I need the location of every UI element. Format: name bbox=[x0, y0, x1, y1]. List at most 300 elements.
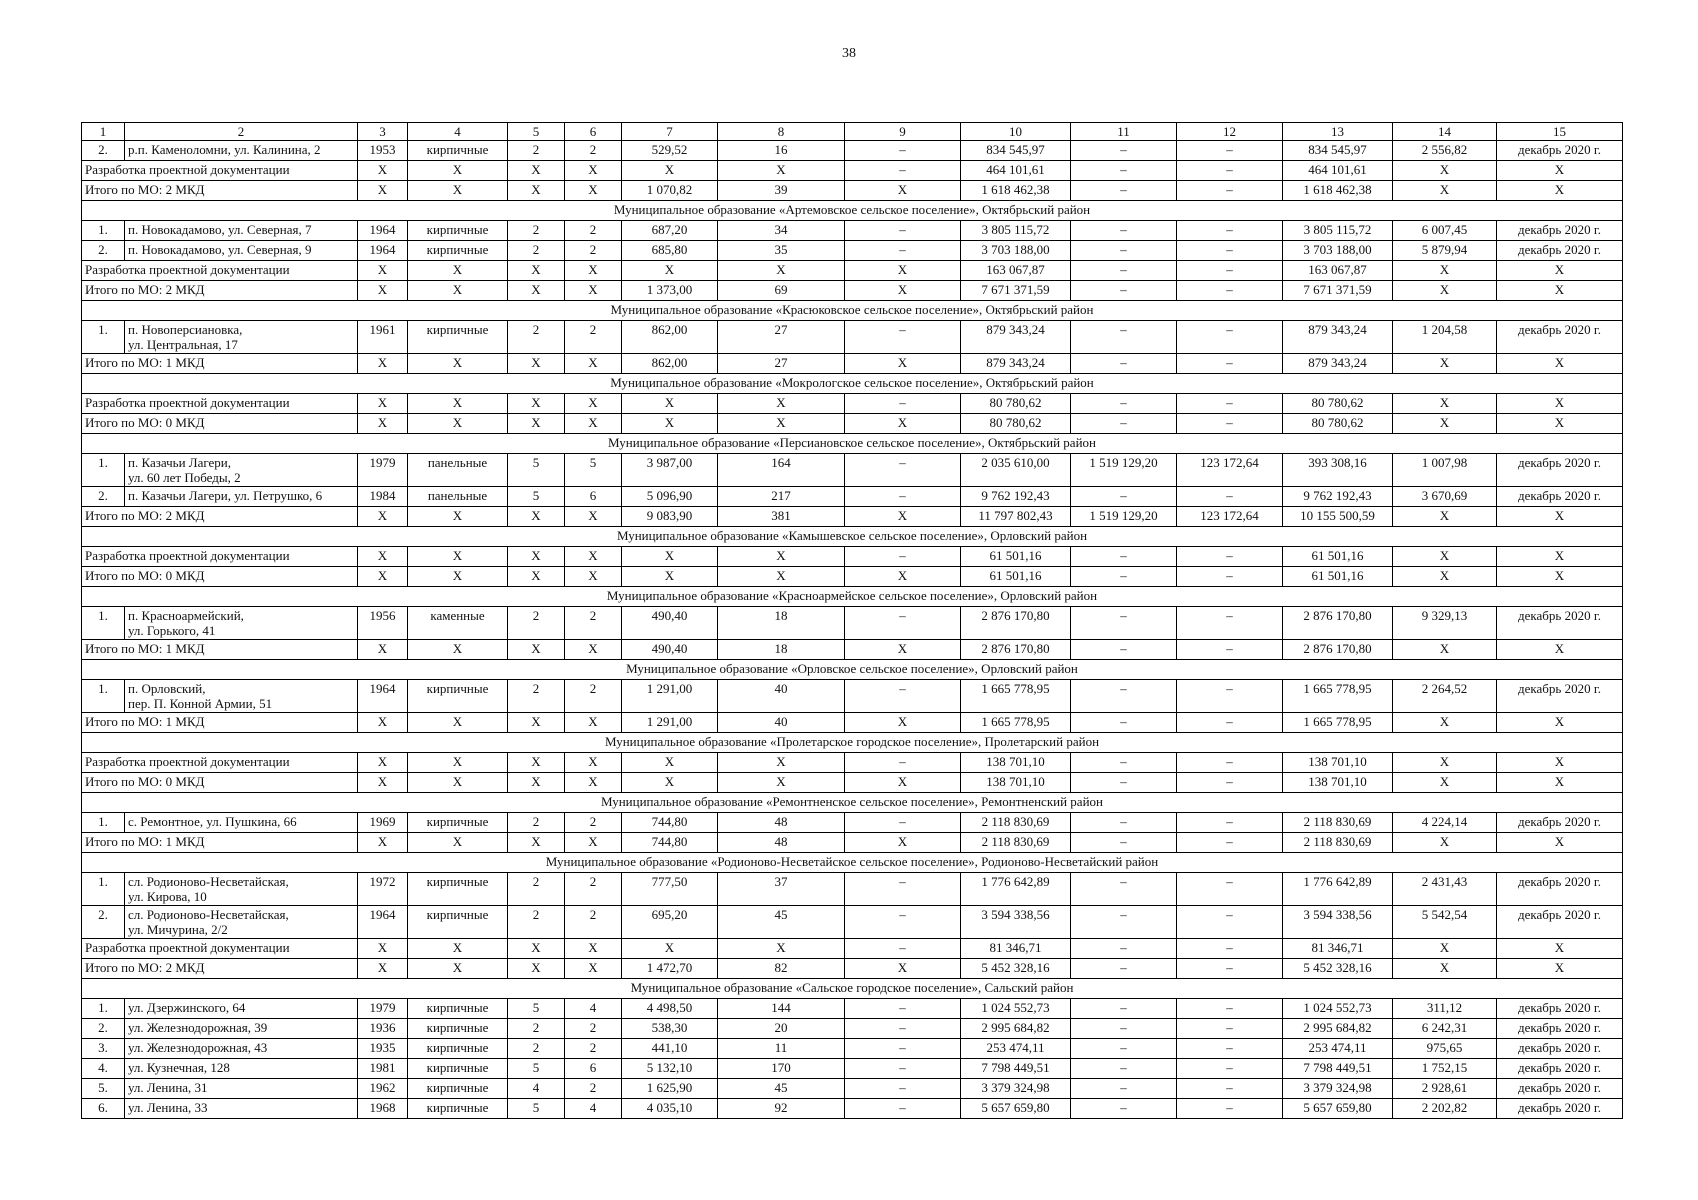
table-cell: X bbox=[408, 507, 508, 527]
table-cell: – bbox=[845, 607, 961, 640]
table-cell: 92 bbox=[718, 1099, 845, 1119]
table-cell: – bbox=[1071, 261, 1177, 281]
table-cell: X bbox=[508, 161, 565, 181]
column-number-cell: 12 bbox=[1177, 123, 1283, 141]
table-cell: 45 bbox=[718, 906, 845, 939]
column-number-cell: 2 bbox=[125, 123, 358, 141]
table-cell: 5 132,10 bbox=[622, 1059, 718, 1079]
table-cell: 10 155 500,59 bbox=[1283, 507, 1393, 527]
table-cell: 11 bbox=[718, 1039, 845, 1059]
table-cell: 3 379 324,98 bbox=[1283, 1079, 1393, 1099]
table-cell: 9 083,90 bbox=[622, 507, 718, 527]
table-cell: декабрь 2020 г. bbox=[1497, 1099, 1623, 1119]
table-cell: X bbox=[508, 547, 565, 567]
table-cell: 744,80 bbox=[622, 833, 718, 853]
table-cell: 685,80 bbox=[622, 241, 718, 261]
table-cell: 1964 bbox=[358, 906, 408, 939]
table-cell: X bbox=[508, 753, 565, 773]
table-cell: X bbox=[508, 261, 565, 281]
table-cell: X bbox=[1497, 773, 1623, 793]
table-cell: 27 bbox=[718, 321, 845, 354]
table-cell: 1. bbox=[82, 454, 125, 487]
building-row bbox=[82, 999, 1623, 1019]
column-number-cell: 4 bbox=[408, 123, 508, 141]
table-cell: 3 703 188,00 bbox=[961, 241, 1071, 261]
table-cell: X bbox=[1393, 181, 1497, 201]
table-cell: X bbox=[358, 640, 408, 660]
table-cell: 744,80 bbox=[622, 813, 718, 833]
address-cell: р.п. Каменоломни, ул. Калинина, 2 bbox=[125, 141, 358, 161]
table-cell: – bbox=[845, 873, 961, 906]
building-row bbox=[82, 906, 1623, 939]
table-cell: 1 618 462,38 bbox=[1283, 181, 1393, 201]
summary-row bbox=[82, 547, 1623, 567]
table-cell: – bbox=[1177, 773, 1283, 793]
table-cell: 1 665 778,95 bbox=[961, 680, 1071, 713]
section-header-row bbox=[82, 301, 1623, 321]
table-cell: X bbox=[718, 773, 845, 793]
table-cell: каменные bbox=[408, 607, 508, 640]
table-cell: – bbox=[1071, 161, 1177, 181]
municipality-name: Муниципальное образование «Красюковское сельское поселение», Октябрьский район bbox=[82, 301, 1623, 321]
table-cell: – bbox=[845, 1099, 961, 1119]
table-cell: кирпичные bbox=[408, 1019, 508, 1039]
table-cell: – bbox=[1071, 1019, 1177, 1039]
table-cell: – bbox=[1177, 261, 1283, 281]
address-cell: ул. Ленина, 31 bbox=[125, 1079, 358, 1099]
building-row bbox=[82, 1079, 1623, 1099]
building-row bbox=[82, 321, 1623, 354]
municipality-name: Муниципальное образование «Родионово-Несветайское сельское поселение», Родионово-Несветайский район bbox=[82, 853, 1623, 873]
table-cell: X bbox=[718, 394, 845, 414]
section-header-row bbox=[82, 660, 1623, 680]
table-cell: – bbox=[1071, 1099, 1177, 1119]
table-cell: 1 472,70 bbox=[622, 959, 718, 979]
table-cell: X bbox=[845, 773, 961, 793]
table-cell: 1962 bbox=[358, 1079, 408, 1099]
table-cell: 3 670,69 bbox=[1393, 487, 1497, 507]
table-cell: – bbox=[845, 999, 961, 1019]
table-cell: X bbox=[565, 547, 622, 567]
column-number-cell: 7 bbox=[622, 123, 718, 141]
table-cell: кирпичные bbox=[408, 999, 508, 1019]
table-cell: 5 bbox=[508, 454, 565, 487]
table-cell: X bbox=[408, 713, 508, 733]
table-cell: 2. bbox=[82, 487, 125, 507]
table-cell: 3. bbox=[82, 1039, 125, 1059]
table-cell: – bbox=[845, 906, 961, 939]
table-cell: X bbox=[845, 261, 961, 281]
table-cell: X bbox=[1497, 161, 1623, 181]
table-cell: 2 bbox=[508, 813, 565, 833]
table-cell: X bbox=[565, 507, 622, 527]
table-cell: 1936 bbox=[358, 1019, 408, 1039]
table-cell: 1 070,82 bbox=[622, 181, 718, 201]
table-cell: 464 101,61 bbox=[1283, 161, 1393, 181]
summary-label: Итого по МО: 1 МКД bbox=[82, 833, 358, 853]
table-cell: – bbox=[1071, 241, 1177, 261]
table-cell: 4. bbox=[82, 1059, 125, 1079]
table-cell: 1. bbox=[82, 873, 125, 906]
table-cell: X bbox=[845, 414, 961, 434]
column-number-cell: 1 bbox=[82, 123, 125, 141]
table-cell: 1 665 778,95 bbox=[1283, 713, 1393, 733]
table-cell: – bbox=[1177, 713, 1283, 733]
summary-label: Итого по МО: 2 МКД bbox=[82, 959, 358, 979]
table-cell: 6 007,45 bbox=[1393, 221, 1497, 241]
table-cell: X bbox=[845, 713, 961, 733]
table-cell: – bbox=[1071, 141, 1177, 161]
table-cell: 1. bbox=[82, 680, 125, 713]
municipality-name: Муниципальное образование «Мокрологское сельское поселение», Октябрьский район bbox=[82, 374, 1623, 394]
table-cell: 40 bbox=[718, 680, 845, 713]
summary-row bbox=[82, 713, 1623, 733]
table-cell: – bbox=[1177, 354, 1283, 374]
table-cell: 1969 bbox=[358, 813, 408, 833]
summary-label: Разработка проектной документации bbox=[82, 261, 358, 281]
table-cell: 27 bbox=[718, 354, 845, 374]
table-cell: – bbox=[1071, 607, 1177, 640]
table-cell: – bbox=[1071, 567, 1177, 587]
building-row bbox=[82, 1099, 1623, 1119]
table-cell: X bbox=[408, 753, 508, 773]
table-cell: 1 024 552,73 bbox=[961, 999, 1071, 1019]
table-cell: X bbox=[565, 181, 622, 201]
address-cell: сл. Родионово-Несветайская, ул. Кирова, 10 bbox=[125, 873, 358, 906]
table-cell: X bbox=[718, 939, 845, 959]
table-cell: панельные bbox=[408, 454, 508, 487]
column-number-cell: 10 bbox=[961, 123, 1071, 141]
table-cell: X bbox=[1393, 713, 1497, 733]
table-cell: X bbox=[845, 281, 961, 301]
table-cell: X bbox=[622, 414, 718, 434]
table-cell: 4 bbox=[565, 999, 622, 1019]
table-cell: 2 bbox=[508, 906, 565, 939]
column-number-cell: 15 bbox=[1497, 123, 1623, 141]
table-cell: кирпичные bbox=[408, 1039, 508, 1059]
table-cell: X bbox=[408, 773, 508, 793]
table-cell: кирпичные bbox=[408, 321, 508, 354]
table-cell: 1 776 642,89 bbox=[1283, 873, 1393, 906]
address-cell: п. Новокадамово, ул. Северная, 7 bbox=[125, 221, 358, 241]
repair-schedule-table bbox=[81, 122, 1623, 1119]
table-cell: – bbox=[1177, 181, 1283, 201]
table-cell: X bbox=[565, 161, 622, 181]
building-row bbox=[82, 487, 1623, 507]
table-cell: – bbox=[1071, 753, 1177, 773]
summary-row bbox=[82, 414, 1623, 434]
table-cell: 6 242,31 bbox=[1393, 1019, 1497, 1039]
table-cell: X bbox=[845, 640, 961, 660]
table-cell: – bbox=[1177, 414, 1283, 434]
table-cell: X bbox=[1497, 753, 1623, 773]
table-cell: декабрь 2020 г. bbox=[1497, 487, 1623, 507]
table-cell: 2 bbox=[508, 1039, 565, 1059]
table-cell: X bbox=[565, 833, 622, 853]
table-cell: 490,40 bbox=[622, 607, 718, 640]
table-cell: 2 118 830,69 bbox=[961, 833, 1071, 853]
table-cell: – bbox=[845, 753, 961, 773]
table-cell: 1968 bbox=[358, 1099, 408, 1119]
table-cell: 1964 bbox=[358, 680, 408, 713]
table-cell: – bbox=[845, 221, 961, 241]
column-number-cell: 6 bbox=[565, 123, 622, 141]
table-cell: 80 780,62 bbox=[1283, 394, 1393, 414]
address-cell: п. Красноармейский, ул. Горького, 41 bbox=[125, 607, 358, 640]
table-cell: 2 bbox=[565, 680, 622, 713]
section-header-row bbox=[82, 374, 1623, 394]
table-cell: X bbox=[565, 713, 622, 733]
table-cell: 879 343,24 bbox=[1283, 321, 1393, 354]
table-cell: X bbox=[358, 161, 408, 181]
table-cell: 253 474,11 bbox=[961, 1039, 1071, 1059]
table-cell: декабрь 2020 г. bbox=[1497, 680, 1623, 713]
address-cell: п. Казачьи Лагери, ул. 60 лет Победы, 2 bbox=[125, 454, 358, 487]
table-cell: X bbox=[622, 547, 718, 567]
table-cell: 6. bbox=[82, 1099, 125, 1119]
table-cell: – bbox=[1177, 1079, 1283, 1099]
summary-row bbox=[82, 567, 1623, 587]
table-cell: 1 291,00 bbox=[622, 680, 718, 713]
summary-label: Разработка проектной документации bbox=[82, 161, 358, 181]
summary-row bbox=[82, 507, 1623, 527]
summary-row bbox=[82, 394, 1623, 414]
table-cell: 1979 bbox=[358, 454, 408, 487]
building-row bbox=[82, 1019, 1623, 1039]
summary-row bbox=[82, 773, 1623, 793]
table-cell: 61 501,16 bbox=[1283, 547, 1393, 567]
table-cell: декабрь 2020 г. bbox=[1497, 141, 1623, 161]
table-cell: 2 bbox=[508, 873, 565, 906]
building-row bbox=[82, 241, 1623, 261]
table-cell: 4 bbox=[565, 1099, 622, 1119]
table-cell: 5 096,90 bbox=[622, 487, 718, 507]
table-cell: X bbox=[845, 567, 961, 587]
table-cell: 7 671 371,59 bbox=[961, 281, 1071, 301]
table-cell: 2 bbox=[565, 321, 622, 354]
table-cell: X bbox=[1393, 161, 1497, 181]
table-cell: X bbox=[358, 181, 408, 201]
table-cell: – bbox=[1177, 813, 1283, 833]
table-cell: – bbox=[1071, 959, 1177, 979]
table-cell: 2 556,82 bbox=[1393, 141, 1497, 161]
table-cell: – bbox=[1177, 281, 1283, 301]
table-cell: 1935 bbox=[358, 1039, 408, 1059]
table-cell: 5 bbox=[508, 1059, 565, 1079]
table-cell: 1953 bbox=[358, 141, 408, 161]
table-cell: X bbox=[622, 753, 718, 773]
table-cell: 2 bbox=[508, 1019, 565, 1039]
building-row bbox=[82, 141, 1623, 161]
table-cell: 1 373,00 bbox=[622, 281, 718, 301]
table-cell: X bbox=[718, 753, 845, 773]
table-cell: 5 542,54 bbox=[1393, 906, 1497, 939]
table-cell: – bbox=[1177, 1019, 1283, 1039]
table-cell: 1 665 778,95 bbox=[961, 713, 1071, 733]
table-cell: X bbox=[508, 354, 565, 374]
table-cell: X bbox=[1497, 281, 1623, 301]
table-cell: декабрь 2020 г. bbox=[1497, 607, 1623, 640]
table-cell: кирпичные bbox=[408, 1079, 508, 1099]
table-cell: 9 329,13 bbox=[1393, 607, 1497, 640]
table-cell: – bbox=[1071, 713, 1177, 733]
summary-label: Разработка проектной документации bbox=[82, 753, 358, 773]
table-cell: X bbox=[408, 567, 508, 587]
table-cell: 11 797 802,43 bbox=[961, 507, 1071, 527]
table-cell: 2 995 684,82 bbox=[961, 1019, 1071, 1039]
table-cell: 2 876 170,80 bbox=[1283, 607, 1393, 640]
table-cell: 2 bbox=[565, 1019, 622, 1039]
summary-label: Итого по МО: 1 МКД bbox=[82, 713, 358, 733]
section-header-row bbox=[82, 979, 1623, 999]
table-cell: 1. bbox=[82, 999, 125, 1019]
table-cell: X bbox=[1497, 354, 1623, 374]
table-cell: X bbox=[508, 713, 565, 733]
table-cell: 3 594 338,56 bbox=[1283, 906, 1393, 939]
table-cell: – bbox=[1071, 939, 1177, 959]
table-cell: 217 bbox=[718, 487, 845, 507]
table-cell: кирпичные bbox=[408, 221, 508, 241]
table-cell: 7 798 449,51 bbox=[1283, 1059, 1393, 1079]
table-cell: 18 bbox=[718, 607, 845, 640]
table-cell: 2. bbox=[82, 1019, 125, 1039]
table-cell: – bbox=[1177, 141, 1283, 161]
table-cell: – bbox=[1071, 181, 1177, 201]
table-cell: X bbox=[845, 833, 961, 853]
table-cell: X bbox=[358, 939, 408, 959]
table-cell: X bbox=[408, 939, 508, 959]
table-cell: 5 bbox=[508, 999, 565, 1019]
table-cell: – bbox=[1177, 221, 1283, 241]
municipality-name: Муниципальное образование «Артемовское сельское поселение», Октябрьский район bbox=[82, 201, 1623, 221]
table-cell: X bbox=[358, 394, 408, 414]
table-cell: – bbox=[1071, 1079, 1177, 1099]
table-cell: – bbox=[845, 141, 961, 161]
table-cell: – bbox=[845, 939, 961, 959]
table-cell: X bbox=[565, 959, 622, 979]
address-cell: п. Новоперсиановка, ул. Центральная, 17 bbox=[125, 321, 358, 354]
table-cell: 3 805 115,72 bbox=[961, 221, 1071, 241]
table-cell: – bbox=[845, 161, 961, 181]
table-cell: X bbox=[358, 713, 408, 733]
table-cell: X bbox=[408, 161, 508, 181]
municipality-name: Муниципальное образование «Камышевское сельское поселение», Орловский район bbox=[82, 527, 1623, 547]
table-cell: – bbox=[1177, 959, 1283, 979]
table-cell: декабрь 2020 г. bbox=[1497, 241, 1623, 261]
table-cell: X bbox=[1393, 959, 1497, 979]
table-cell: 1 024 552,73 bbox=[1283, 999, 1393, 1019]
table-cell: 7 798 449,51 bbox=[961, 1059, 1071, 1079]
table-cell: X bbox=[358, 281, 408, 301]
table-cell: – bbox=[1177, 873, 1283, 906]
summary-label: Разработка проектной документации bbox=[82, 394, 358, 414]
table-cell: 2 bbox=[565, 906, 622, 939]
table-cell: – bbox=[1177, 567, 1283, 587]
table-cell: панельные bbox=[408, 487, 508, 507]
table-cell: X bbox=[565, 753, 622, 773]
table-cell: 138 701,10 bbox=[961, 773, 1071, 793]
address-cell: п. Казачьи Лагери, ул. Петрушко, 6 bbox=[125, 487, 358, 507]
table-cell: 529,52 bbox=[622, 141, 718, 161]
table-cell: декабрь 2020 г. bbox=[1497, 873, 1623, 906]
building-row bbox=[82, 607, 1623, 640]
table-cell: 1. bbox=[82, 321, 125, 354]
table-cell: 2 264,52 bbox=[1393, 680, 1497, 713]
table-cell: 1 665 778,95 bbox=[1283, 680, 1393, 713]
table-cell: – bbox=[1177, 161, 1283, 181]
table-cell: X bbox=[358, 547, 408, 567]
table-cell: – bbox=[1177, 394, 1283, 414]
table-cell: 2 bbox=[508, 221, 565, 241]
table-cell: – bbox=[1177, 999, 1283, 1019]
table-cell: X bbox=[1497, 181, 1623, 201]
table-cell: декабрь 2020 г. bbox=[1497, 1059, 1623, 1079]
table-cell: 2 bbox=[565, 1079, 622, 1099]
table-cell: 2. bbox=[82, 241, 125, 261]
table-cell: X bbox=[622, 261, 718, 281]
table-cell: X bbox=[845, 959, 961, 979]
table-cell: X bbox=[565, 261, 622, 281]
table-cell: 975,65 bbox=[1393, 1039, 1497, 1059]
table-cell: 5 bbox=[565, 454, 622, 487]
table-cell: X bbox=[358, 773, 408, 793]
table-cell: X bbox=[718, 261, 845, 281]
table-cell: X bbox=[1393, 261, 1497, 281]
table-cell: 2 bbox=[508, 241, 565, 261]
table-cell: 5 879,94 bbox=[1393, 241, 1497, 261]
table-cell: 2 bbox=[508, 141, 565, 161]
table-cell: X bbox=[508, 640, 565, 660]
table-cell: – bbox=[845, 241, 961, 261]
summary-label: Разработка проектной документации bbox=[82, 547, 358, 567]
municipality-name: Муниципальное образование «Орловское сельское поселение», Орловский район bbox=[82, 660, 1623, 680]
table-cell: 2 995 684,82 bbox=[1283, 1019, 1393, 1039]
section-header-row bbox=[82, 527, 1623, 547]
table-cell: X bbox=[1393, 281, 1497, 301]
table-cell: X bbox=[358, 833, 408, 853]
table-cell: X bbox=[1497, 640, 1623, 660]
summary-row bbox=[82, 281, 1623, 301]
building-row bbox=[82, 1039, 1623, 1059]
table-cell: кирпичные bbox=[408, 680, 508, 713]
table-cell: 81 346,71 bbox=[961, 939, 1071, 959]
table-cell: – bbox=[1177, 321, 1283, 354]
table-cell: – bbox=[1071, 1059, 1177, 1079]
table-cell: X bbox=[408, 833, 508, 853]
table-cell: кирпичные bbox=[408, 141, 508, 161]
table-cell: 441,10 bbox=[622, 1039, 718, 1059]
table-cell: 4 498,50 bbox=[622, 999, 718, 1019]
table-cell: 464 101,61 bbox=[961, 161, 1071, 181]
table-cell: 834 545,97 bbox=[961, 141, 1071, 161]
table-cell: – bbox=[1177, 833, 1283, 853]
table-cell: X bbox=[408, 354, 508, 374]
table-cell: 138 701,10 bbox=[1283, 773, 1393, 793]
table-cell: X bbox=[508, 414, 565, 434]
table-cell: X bbox=[565, 281, 622, 301]
table-cell: 1. bbox=[82, 813, 125, 833]
table-cell: – bbox=[1177, 640, 1283, 660]
table-cell: X bbox=[1393, 640, 1497, 660]
table-cell: 311,12 bbox=[1393, 999, 1497, 1019]
table-cell: 5. bbox=[82, 1079, 125, 1099]
table-cell: 61 501,16 bbox=[961, 567, 1071, 587]
table-cell: – bbox=[1071, 873, 1177, 906]
table-cell: X bbox=[565, 939, 622, 959]
table-cell: декабрь 2020 г. bbox=[1497, 454, 1623, 487]
table-cell: – bbox=[845, 454, 961, 487]
table-cell: 82 bbox=[718, 959, 845, 979]
